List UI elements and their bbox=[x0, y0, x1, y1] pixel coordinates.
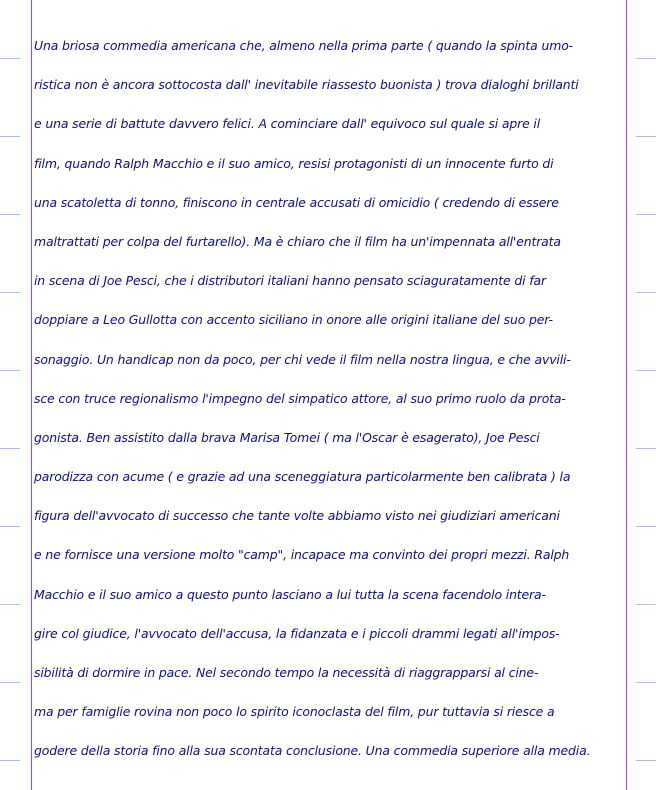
rule-tick bbox=[0, 682, 20, 683]
rule-tick bbox=[636, 760, 656, 761]
rule-tick bbox=[0, 604, 20, 605]
rule-tick bbox=[0, 760, 20, 761]
text-line: Macchio e il suo amico a questo punto lasciano a lui tutta la scena facendolo intera- bbox=[34, 586, 546, 602]
rule-tick bbox=[0, 136, 20, 137]
text-line: gire col giudice, l'avvocato dell'accusa, la fidanzata e i piccoli drammi legati all'impos- bbox=[34, 625, 560, 641]
left-margin-rule bbox=[31, 0, 32, 790]
text-line: sonaggio. Un handicap non da poco, per chi vede il film nella nostra lingua, e che avvili- bbox=[34, 351, 571, 367]
text-line: una scatoletta di tonno, finiscono in centrale accusati di omicidio ( credendo di essere bbox=[34, 194, 559, 210]
rule-tick bbox=[0, 526, 20, 527]
text-line: Una briosa commedia americana che, almeno nella prima parte ( quando la spinta umo- bbox=[34, 38, 574, 53]
text-line: ristica non è ancora sottocosta dall' inevitabile riassesto buonista ) trova dialoghi brillanti bbox=[34, 77, 579, 93]
text-line: sce con truce regionalismo l'impegno del simpatico attore, al suo primo ruolo da prota- bbox=[34, 390, 566, 406]
rule-tick bbox=[636, 214, 656, 215]
text-line: in scena di Joe Pesci, che i distributori italiani hanno pensato sciaguratamente di far bbox=[34, 273, 546, 289]
rule-tick bbox=[0, 448, 20, 449]
text-line: film, quando Ralph Macchio e il suo amico, resisi protagonisti di un innocente furto di bbox=[34, 155, 554, 171]
text-line: parodizza con acume ( e grazie ad una sceneggiatura particolarmente ben calibrata ) la bbox=[34, 469, 571, 485]
text-line: gonista. Ben assistito dalla brava Marisa Tomei ( ma l'Oscar è esagerato), Joe Pesci bbox=[34, 429, 540, 445]
rule-tick bbox=[636, 526, 656, 527]
text-line: ma per famiglie rovina non poco lo spirito iconoclasta del film, pur tuttavia si riesce a bbox=[34, 704, 555, 720]
rule-tick bbox=[0, 214, 20, 215]
text-line: maltrattati per colpa del furtarello). Ma è chiaro che il film ha un'impennata all'entrata bbox=[34, 233, 561, 249]
rule-tick bbox=[636, 604, 656, 605]
rule-tick bbox=[636, 136, 656, 137]
right-margin-rule bbox=[626, 0, 627, 790]
rule-tick bbox=[636, 682, 656, 683]
handwritten-text bbox=[34, 34, 626, 779]
text-line: e ne fornisce una versione molto "camp", incapace ma convinto dei propri mezzi. Ralph bbox=[34, 547, 570, 563]
rule-tick bbox=[0, 370, 20, 371]
text-line: godere della storia fino alla sua scontata conclusione. Una commedia superiore alla media. bbox=[34, 743, 591, 759]
rule-tick bbox=[636, 448, 656, 449]
rule-tick bbox=[636, 58, 656, 59]
text-line: e una serie di battute davvero felici. A cominciare dall' equivoco sul quale si apre il bbox=[34, 116, 541, 132]
text-line: figura dell'avvocato di successo che tante volte abbiamo visto nei giudiziari americani bbox=[34, 508, 560, 524]
rule-tick bbox=[0, 292, 20, 293]
text-line: sibilità di dormire in pace. Nel secondo tempo la necessità di riaggrapparsi al cine- bbox=[34, 665, 539, 680]
rule-tick bbox=[636, 370, 656, 371]
rule-tick bbox=[0, 58, 20, 59]
rule-tick bbox=[636, 292, 656, 293]
text-line: doppiare a Leo Gullotta con accento siciliano in onore alle origini italiane del suo per- bbox=[34, 312, 553, 328]
